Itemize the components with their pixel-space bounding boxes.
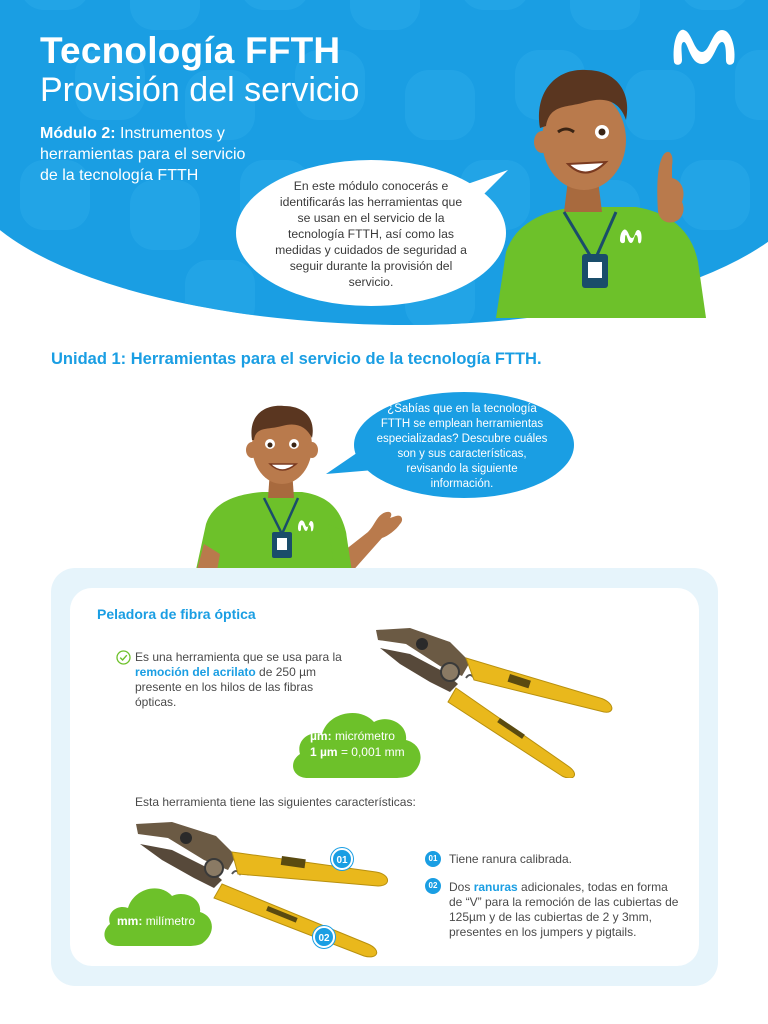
highlight-acrilato: remoción del acrilato — [135, 665, 256, 679]
speech-intro-text: En este módulo conocerás e identificarás las herramientas que se usan en el servicio de la tecnología FTTH, así como las medidas y cuidados de seguridad a seguir durante la provisión del servicio. — [275, 179, 467, 289]
module-label: Módulo 2: — [40, 125, 116, 142]
tool-description: Es una herramienta que se usa para la remoción del acrilato de 250 µm presente en los hilos de las fibras ópticas. — [135, 650, 342, 709]
check-circle-icon — [116, 650, 131, 665]
marker-01: 01 — [331, 848, 353, 870]
feature-number-02: 02 — [425, 878, 441, 894]
feature-number-01: 01 — [425, 851, 441, 867]
feature-02-text: Dos ranuras adicionales, todas en forma de “V” para la remoción de las cubiertas de 125µm y de las cubiertas de 2 y 3mm, presentes en los jumpers y pigtails. — [449, 880, 679, 939]
unit-heading: Unidad 1: Herramientas para el servicio de la tecnología FTTH. — [51, 350, 542, 368]
feature-01-text: Tiene ranura calibrada. — [449, 852, 572, 866]
speech-question-text: ¿Sabías que en la tecnología FTTH se emplean herramientas especializadas? Descubre cuáles son y sus características, revisando la siguiente información. — [376, 403, 548, 490]
cloud-millimeter-text: mm: milímetro — [117, 914, 196, 928]
cloud-micrometer-text: µm: micrómetro 1 µm = 0,001 mm — [310, 729, 405, 759]
page-subtitle: Provisión del servicio — [40, 71, 360, 109]
tool-title: Peladora de fibra óptica — [97, 606, 256, 622]
page-title: Tecnología FFTH — [40, 30, 341, 71]
technician-thumbs-up-illustration — [486, 62, 716, 318]
marker-02: 02 — [313, 926, 335, 948]
features-intro: Esta herramienta tiene las siguientes características: — [135, 795, 416, 809]
module-description — [40, 123, 265, 186]
highlight-ranuras: ranuras — [473, 880, 518, 894]
module-text: Instrumentos y herramientas para el servicio de la tecnología FTTH — [40, 125, 246, 184]
